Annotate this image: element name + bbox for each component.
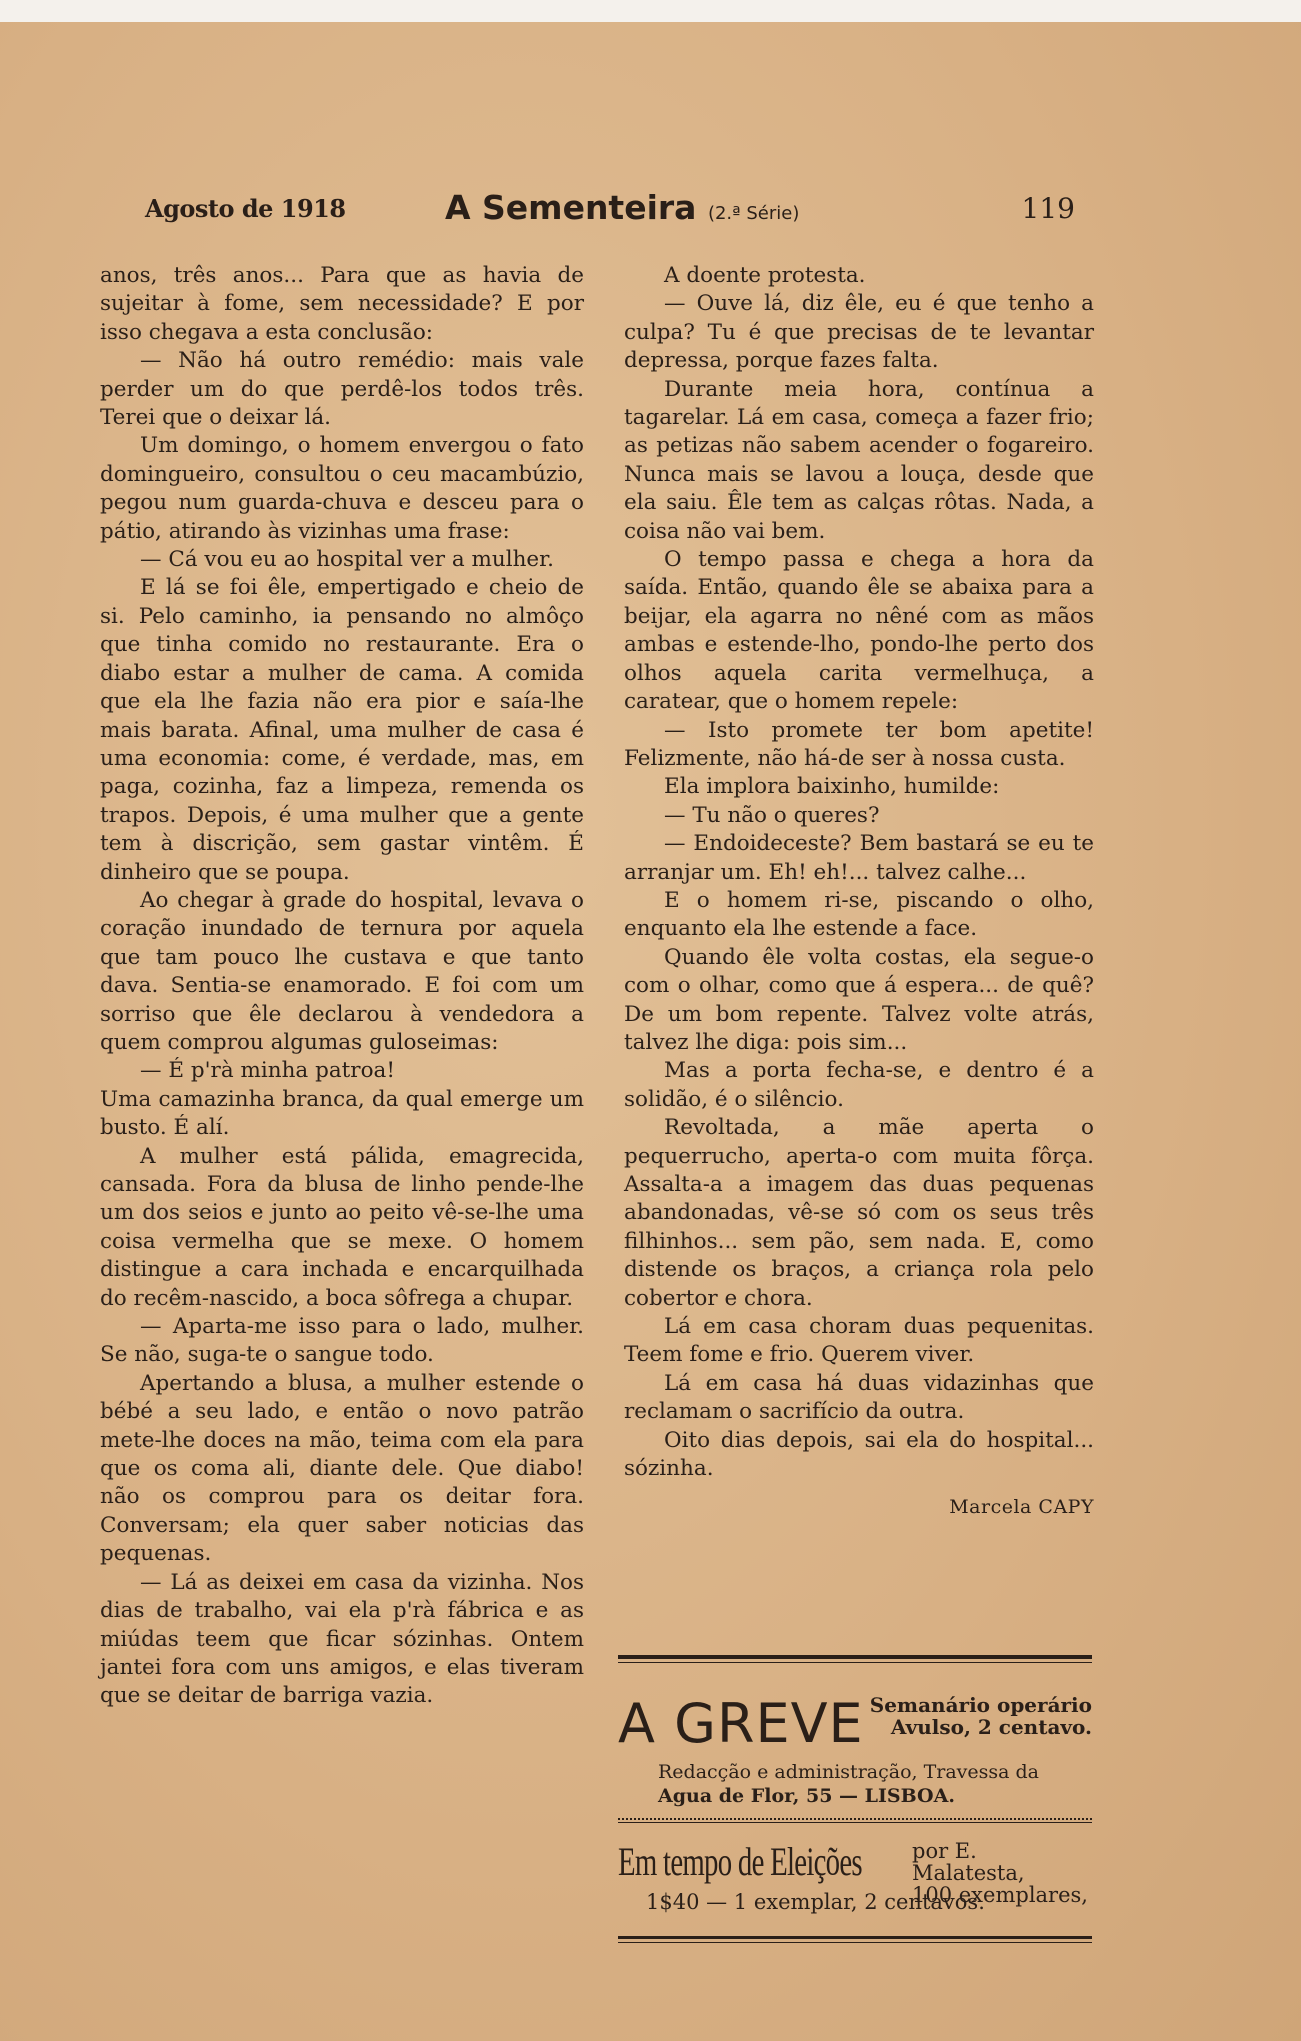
paragraph: Durante meia hora, contínua a tagarelar. Lá em casa, começa a fazer frio; as petizas não sabem acender o fogareiro. Nunca mais se lavou a louça, desde que ela saiu. Êle tem as calças rôtas. Nada, a coisa não vai bem.	[624, 376, 1094, 544]
paragraph: Revoltada, a mãe aperta o pequerrucho, aperta-o com muita fôrça. Assalta-a a imagem das duas pequenas abandonadas, vê-se só com os seus três filhinhos... sem pão, sem nada. E, como distende os braços, a criança rola pelo cobertor e chora.	[624, 1115, 1094, 1311]
paragraph: — Isto promete ter bom apetite! Felizmente, não há-de ser à nossa custa.	[624, 717, 1094, 771]
paragraph: anos, três anos... Para que as havia de sujeitar à fome, sem necessidade? E por isso chegava a esta conclusão:	[100, 263, 584, 345]
paragraph: — Aparta-me isso para o lado, mulher. Se não, suga-te o sangue todo.	[100, 1314, 584, 1368]
ad-eleicoes-line1: por E. Malatesta,	[912, 1839, 1025, 1885]
ad-eleicoes-line3: 1$40 — 1 exemplar, 2 centavos.	[646, 1890, 985, 1914]
ad-divider	[618, 1818, 1092, 1823]
left-column	[100, 262, 584, 1711]
paragraph: Ela implora baixinho, humilde:	[664, 774, 1000, 800]
ad-greve-address	[658, 1760, 1039, 1808]
ad-greve-name: A GREVE	[618, 1692, 864, 1755]
paragraph: — Ouve lá, diz êle, eu é que tenho a culpa? Tu é que precisas de te levantar depressa, porque fazes falta.	[624, 291, 1094, 374]
publication-title	[445, 188, 799, 227]
paragraph: — Tu não o queres?	[664, 802, 880, 828]
page-number: 119	[1021, 192, 1075, 225]
paragraph: Ao chegar à grade do hospital, levava o coração inundado de ternura por aquela que tam pouco lhe custava e que tanto dava. Sentia-se enamorado. E foi com um sorriso que êle declarou à vendedora a quem comprou algumas guloseimas:	[100, 887, 584, 1055]
ad-eleicoes	[618, 1836, 1092, 1946]
paragraph: Oito dias depois, sai ela do hospital... sózinha.	[624, 1427, 1094, 1482]
ad-a-greve	[618, 1662, 1092, 1807]
page-header	[145, 188, 1075, 228]
paragraph: — É p'rà minha patroa!	[140, 1058, 395, 1084]
paragraph: A doente protesta.	[664, 263, 866, 288]
right-column	[624, 262, 1094, 1522]
paragraph: E o homem ri-se, piscando o olho, enquanto ela lhe estende a face.	[624, 887, 1094, 942]
torn-top-edge	[0, 0, 1301, 22]
paragraph: Um domingo, o homem envergou o fato domingueiro, consultou o ceu macambúzio, pegou num guarda-chuva e desceu para o pátio, atirando às vizinhas uma frase:	[100, 433, 584, 544]
paragraph: — Cá vou eu ao hospital ver a mulher.	[140, 547, 554, 573]
ad-greve-line1: Semanário operário	[869, 1693, 1092, 1717]
right-paragraphs	[624, 262, 1094, 1483]
ad-greve-line4: Agua de Flor, 55 — LISBOA.	[658, 1785, 955, 1807]
ad-bottom-rule	[618, 1936, 1092, 1943]
paragraph: Quando êle volta costas, ela segue-o com o olhar, como que á espera... de quê? De um bom repente. Talvez volte atrás, talvez lhe diga: pois sim...	[624, 944, 1094, 1055]
paragraph: Lá em casa há duas vidazinhas que reclamam o sacrifício da outra.	[624, 1370, 1094, 1425]
ad-greve-meta	[870, 1694, 1092, 1738]
series-label: (2.ª Série)	[707, 203, 800, 224]
ad-eleicoes-name: Em tempo de Eleições	[618, 1839, 862, 1884]
paragraph: E lá se foi êle, empertigado e cheio de si. Pelo caminho, ia pensando no almôço que tinha comido no restaurante. Era o diabo estar a mulher de cama. A comida que ela lhe fazia não era pior e saía-lhe mais barata. Afinal, uma mulher de casa é uma economia: come, é verdade, mas, em paga, cozinha, faz a limpeza, remenda os trapos. Depois, é uma mulher que a gente tem à discrição, sem gastar vintêm. É dinheiro que se poupa.	[100, 575, 584, 885]
paragraph: — Endoideceste? Bem bastará se eu te arranjar um. Eh! eh!... talvez calhe...	[624, 831, 1094, 885]
paragraph: A mulher está pálida, emagrecida, cansada. Fora da blusa de linho pende-lhe um dos seios e junto ao peito vê-se-lhe uma coisa vermelha que se mexe. O homem distingue a cara inchada e encarquilhada do recêm-nascido, a boca sôfrega a chupar.	[100, 1143, 584, 1311]
paragraph: Apertando a blusa, a mulher estende o bébé a seu lado, e então o novo patrão mete-lhe doces na mão, teima com ela para que os coma ali, diante dele. Que diabo! não os comprou para os deitar fora. Conversam; ela quer saber noticias das pequenas.	[100, 1370, 584, 1567]
paragraph: Lá em casa choram duas pequenitas. Teem fome e frio. Querem viver.	[624, 1314, 1094, 1368]
author-signature: Marcela CAPY	[949, 1496, 1094, 1519]
ad-greve-line3: Redacção e administração, Travessa da	[658, 1761, 1040, 1783]
ad-greve-line2: Avulso, 2 centavo.	[890, 1715, 1092, 1739]
paragraph: — Lá as deixei em casa da vizinha. Nos dias de trabalho, vai ela p'rà fábrica e as miúdas teem que ficar sózinhas. Ontem jantei fora com uns amigos, e elas tiveram que se deitar de barriga vazia.	[100, 1569, 584, 1709]
paragraph: — Não há outro remédio: mais vale perder um do que perdê-los todos três. Terei que o deixar lá.	[100, 348, 584, 431]
issue-date: Agosto de 1918	[145, 194, 346, 223]
ad-eleicoes-line2: 100 exemplares,	[912, 1883, 1088, 1907]
paragraph: Uma camazinha branca, da qual emerge um busto. É alí.	[100, 1086, 584, 1141]
paragraph: O tempo passa e chega a hora da saída. Então, quando êle se abaixa para a beijar, ela agarra no nêné com as mãos ambas e estende-lho, pondo-lhe perto dos olhos aquela carita vermelhuça, a caratear, que o homem repele:	[624, 547, 1094, 715]
paragraph: Mas a porta fecha-se, e dentro é a solidão, é o silêncio.	[624, 1058, 1094, 1112]
publication-name: A Sementeira	[445, 188, 697, 227]
